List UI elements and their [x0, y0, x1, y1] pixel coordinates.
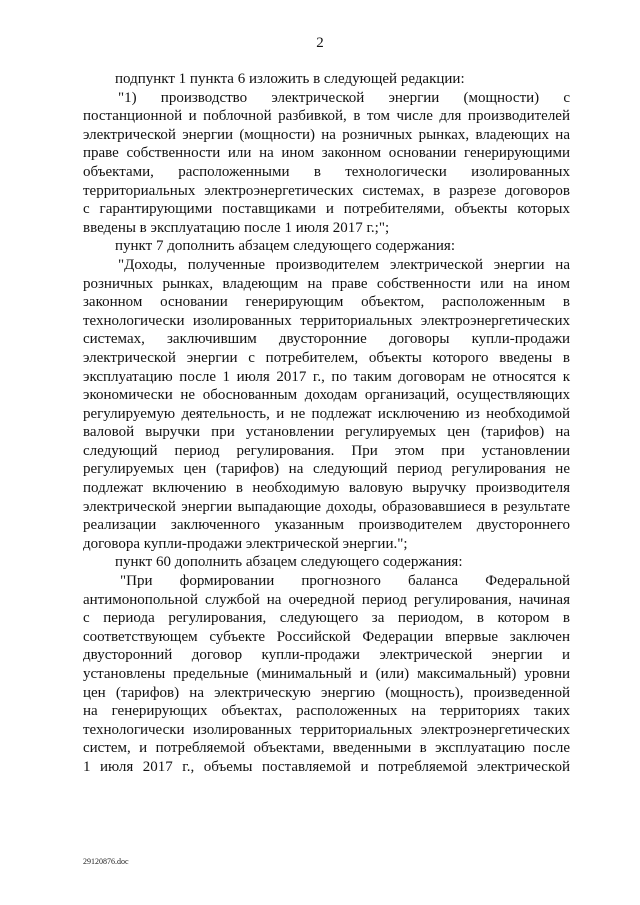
text-line: договора купли-продажи электрической энергии."; [83, 535, 408, 552]
text-line: "При формировании прогнозного баланса Федеральной [120, 573, 570, 590]
text-line: постанционной и поблочной разбивкой, в том числе для производителей [83, 108, 570, 125]
text-line: объектами, расположенными в технологически изолированных [83, 163, 570, 180]
text-line: на генерирующих объектах, расположенных на территориях таких [83, 703, 570, 720]
text-line: территориальных электроэнергетических системах, в разрезе договоров [83, 182, 570, 199]
text-line: систем, и потребляемой объектами, введенными в эксплуатацию после [83, 740, 570, 757]
text-line: электрической энергии (мощности) на розничных рынках, владеющих на [83, 126, 570, 143]
footer-filename: 29120876.doc [83, 857, 129, 866]
text-line: электрической энергии с потребителем, объекты которого введены в [83, 349, 570, 366]
text-line: экономически не обоснованным доходам организаций, осуществляющих [83, 387, 570, 404]
text-line: системах, заключившим двусторонние договоры купли-продажи [83, 331, 570, 348]
text-line: электрической энергии выпадающие доходы, образовавшиеся в результате [83, 498, 570, 515]
text-line: "Доходы, полученные производителем электрической энергии на [118, 256, 570, 273]
text-line: эксплуатацию после 1 июля 2017 г., по таким договорам не относятся к [83, 368, 570, 385]
text-line: следующий период регулирования. При этом при установлении [83, 442, 570, 459]
text-line: 1 июля 2017 г., объемы поставляемой и потребляемой электрической [83, 758, 570, 775]
text-line: пункт 7 дополнить абзацем следующего содержания: [115, 238, 455, 255]
text-line: технологически изолированных территориальных электроэнергетических [83, 721, 570, 738]
text-line: с периода регулирования, следующего за периодом, в котором в [83, 610, 570, 627]
text-line: реализации заключенного указанным производителем двустороннего [83, 517, 570, 534]
page-number: 2 [316, 35, 324, 51]
text-line: розничных рынках, владеющим на праве собственности или на ином [83, 275, 570, 292]
text-line: праве собственности или на ином законном основании генерирующими [83, 145, 570, 162]
text-line: антимонопольной службой на очередной период регулирования, начиная [83, 591, 570, 608]
text-line: подпункт 1 пункта 6 изложить в следующей редакции: [115, 71, 465, 87]
text-line: подлежат включению в необходимую валовую выручку производителя [83, 480, 570, 497]
text-line: соответствующем субъекте Российской Федерации впервые заключен [83, 628, 570, 645]
text-line: установлены предельные (минимальный и (или) максимальный) уровни [83, 666, 570, 682]
text-line: с гарантирующими поставщиками и потребителями, объекты которых [83, 201, 570, 218]
text-line: регулируемых цен (тарифов) на следующий период регулирования не [83, 461, 570, 478]
text-line: регулируемую деятельность, и не подлежат исключению из необходимой [83, 405, 570, 422]
text-line: "1) производство электрической энергии (мощности) с [118, 89, 570, 106]
text-line: технологически изолированных территориальных электроэнергетических [83, 312, 570, 329]
text-line: введены в эксплуатацию после 1 июля 2017 г.;"; [83, 219, 390, 236]
document-body [83, 70, 570, 777]
text-line: пункт 60 дополнить абзацем следующего содержания: [115, 554, 463, 571]
text-line: цен (тарифов) на электрическую энергию (мощность), произведенной [83, 684, 570, 701]
text-line: законном основании генерирующим объектом, расположенным в [83, 294, 570, 311]
text-line: валовой выручки при установлении регулируемых цен (тарифов) на [83, 424, 570, 441]
text-line: двусторонний договор купли-продажи электрической энергии и [83, 647, 570, 664]
